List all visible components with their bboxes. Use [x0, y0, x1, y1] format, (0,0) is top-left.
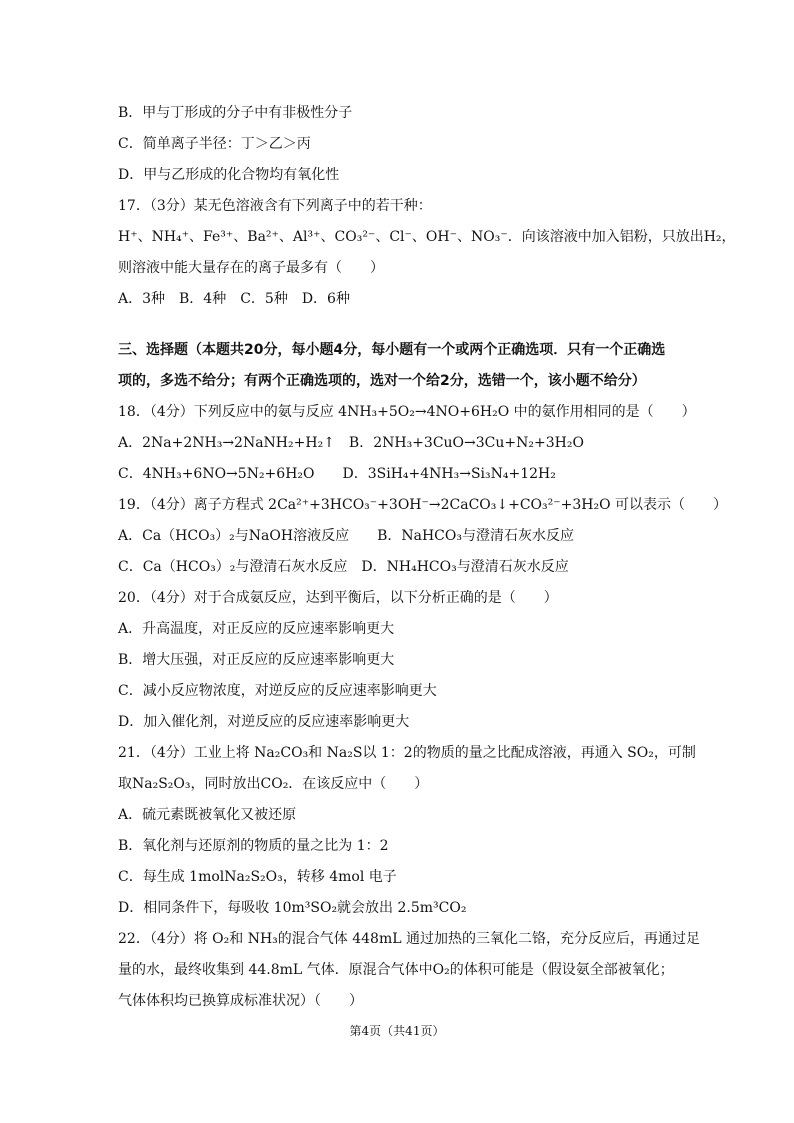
question-21-option-c: C．每生成 1molNa₂S₂O₃，转移 4mol 电子: [118, 869, 397, 885]
page-footer: 第4页（共41页）: [349, 1024, 445, 1038]
question-21-option-b: B．氧化剂与还原剂的物质的量之比为 1：2: [118, 838, 389, 854]
question-21-option-a: A．硫元素既被氧化又被还原: [118, 807, 297, 823]
question-20: 20．（4分）对于合成氨反应，达到平衡后，以下分析正确的是（ ）: [118, 590, 558, 606]
question-20-option-c: C．减小反应物浓度，对逆反应的反应速率影响更大: [118, 683, 437, 699]
question-20-option-d: D．加入催化剂，对逆反应的反应速率影响更大: [118, 714, 410, 730]
option-b-q16: B．甲与丁形成的分子中有非极性分子: [118, 105, 353, 121]
section-heading-cont: 项的，多选不给分；有两个正确选项的，选对一个给2分，选错一个，该小题不给分）: [118, 373, 646, 389]
question-17-options: A．3种 B．4种 C．5种 D．6种: [118, 291, 350, 307]
question-18: 18．（4分）下列反应中的氨与反应 4NH₃+5O₂→4NO+6H₂O 中的氨作用相同的是（ ）: [118, 404, 696, 420]
question-18-options-cd: C．4NH₃+6NO→5N₂+6H₂O D．3SiH₄+4NH₃→Si₃N₄+12H₂: [118, 466, 556, 482]
question-20-option-b: B．增大压强，对正反应的反应速率影响更大: [118, 652, 395, 668]
option-d-q16: D．甲与乙形成的化合物均有氧化性: [118, 167, 340, 183]
question-19: 19．（4分）离子方程式 2Ca²⁺+3HCO₃⁻+3OH⁻→2CaCO₃↓+CO₃²⁻+3H₂O 可以表示（ ）: [118, 497, 728, 513]
section-heading: 三、选择题（本题共20分，每小题4分，每小题有一个或两个正确选项．只有一个正确选: [118, 342, 666, 358]
question-17-ions: H⁺、NH₄⁺、Fe³⁺、Ba²⁺、Al³⁺、CO₃²⁻、Cl⁻、OH⁻、NO₃⁻．向该溶液中加入铝粉，只放出H₂，: [118, 229, 736, 245]
question-17: 17．（3分）某无色溶液含有下列离子中的若干种：: [118, 198, 432, 214]
question-17-stem: 则溶液中能大量存在的离子最多有（ ）: [118, 260, 384, 276]
question-22-cont: 量的水，最终收集到 44.8mL 气体．原混合气体中O₂的体积可能是（假设氨全部被氧化；: [118, 962, 674, 978]
question-21-option-d: D．相同条件下，每吸收 10m³SO₂就会放出 2.5m³CO₂: [118, 900, 467, 916]
document-body: [118, 98, 736, 1017]
question-21-cont: 取Na₂S₂O₃，同时放出CO₂．在该反应中（ ）: [118, 776, 429, 792]
option-c-q16: C．简单离子半径：丁＞乙＞丙: [118, 136, 311, 152]
question-22-cont2: 气体体积均已换算成标准状况）（ ）: [118, 993, 363, 1009]
question-21: 21．（4分）工业上将 Na₂CO₃和 Na₂S以 1：2的物质的量之比配成溶液，再通入 SO₂，可制: [118, 745, 696, 761]
question-19-options-cd: C．Ca（HCO₃）₂与澄清石灰水反应 D．NH₄HCO₃与澄清石灰水反应: [118, 559, 569, 575]
question-20-option-a: A．升高温度，对正反应的反应速率影响更大: [118, 621, 395, 637]
question-18-options-ab: A．2Na+2NH₃→2NaNH₂+H₂↑ B．2NH₃+3CuO→3Cu+N₂+3H₂O: [118, 435, 584, 451]
question-19-options-ab: A．Ca（HCO₃）₂与NaOH溶液反应 B．NaHCO₃与澄清石灰水反应: [118, 528, 574, 544]
question-22: 22．（4分）将 O₂和 NH₃的混合气体 448mL 通过加热的三氧化二铬，充分反应后，再通过足: [118, 931, 700, 947]
